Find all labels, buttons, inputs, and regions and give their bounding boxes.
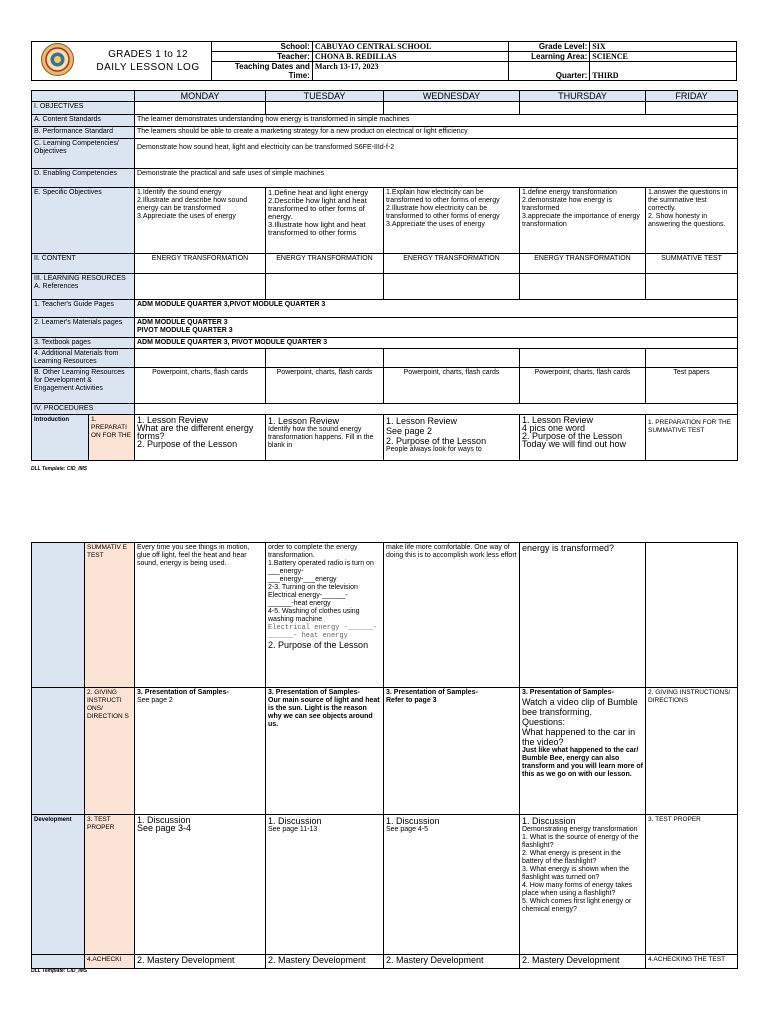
specific-fri-2: 2. Show honesty in answering the questions. [648,213,726,228]
area-value: SCIENCE [590,52,737,62]
tue1-line5: Electrical energy-______- [268,592,348,599]
performance-standard-value: The learners should be able to create a marketing strategy for a new product on electrical or light efficiency [135,127,738,139]
step2-monday [135,688,266,815]
dll-table-page1 [31,90,738,461]
tue1-line7: 4-5. Washing of clothes using washing machine [268,608,360,623]
learners-materials-value [135,318,738,338]
thu3-head: 1. Discussion [522,816,576,826]
doc-title-line1: GRADES 1 to 12 [108,49,188,60]
thu3-line2: 1. What is the source of energy of the flashlight? [522,834,639,849]
step3-monday [135,815,266,955]
learning-competencies-label: C. Learning Competencies/ Objectives [32,139,135,169]
other-wednesday: Powerpoint, charts, flash cards [384,368,520,404]
giving-instructions-blank [32,688,85,815]
content-standards-label: A. Content Standards [32,115,135,127]
step2-thursday [520,688,646,815]
thu3-line4: 3. What energy is shown when the flashlight was turned on? [522,866,630,881]
step3-tuesday [266,815,384,955]
specific-mon-2: 2.Illustrate and describe how sound energy can be transformed [137,197,248,212]
performance-standard-label: B. Performance Standard [32,127,135,139]
tue1-line1: order to complete the energy transformation. [268,544,358,559]
specific-fri-1: 1.answer the questions in the summative test correctly. [648,189,728,212]
other-thursday: Powerpoint, charts, flash cards [520,368,646,404]
intro-thu-1: 1. Lesson Review [522,415,594,425]
intro-thursday [520,415,646,461]
mon2-head: 3. Presentation of Samples- [137,689,229,696]
learners-materials-line1: ADM MODULE QUARTER 3 [137,319,228,326]
mon3-body: See page 3-4 [137,823,192,833]
intro-friday: 1. PREPARATION FOR THE SUMMATIVE TEST [646,415,738,461]
learners-materials-label: 2. Learner's Materials pages [32,318,135,338]
specific-objectives-label: E. Specific Objectives [32,188,135,254]
dates-label: Teaching Dates and Time: [212,62,313,81]
intro-step-label: 1. PREPARATI ON FOR THE [88,415,134,460]
intro-mon-2: What are the different energy forms? [137,423,254,441]
introduction-label: Introduction [32,415,88,460]
thu3-line1: Demonstrating energy transformation [522,826,638,833]
other-tuesday: Powerpoint, charts, flash cards [266,368,384,404]
tue1-mono: Electrical energy -______-______- heat energy [268,624,378,640]
footer-template-2: DLL Template: CID_IMS [31,968,88,974]
step1-tuesday [266,543,384,688]
specific-thu-3: 3.appreciate the importance of energy transformation [522,213,640,228]
grade-label: Grade Level: [509,42,590,52]
footer-template-1: DLL Template: CID_IMS [31,466,88,472]
tue1-end: 2. Purpose of the Lesson [268,640,369,650]
specific-thu-1: 1.define energy transformation [522,189,617,196]
step4-label: 4.ACHECKI [85,955,135,969]
step1-thursday: energy is transformed? [520,543,646,688]
dates-value: March 13-17, 2023 [312,62,509,81]
step4-wednesday: 2. Mastery Development [384,955,520,969]
content-tuesday: ENERGY TRANSFORMATION [266,254,384,274]
learners-materials-line2: PIVOT MODULE QUARTER 3 [137,327,233,334]
development-label: Development [32,815,85,955]
intro-thu-3: 2. Purpose of the Lesson [522,431,623,441]
step2-label: 2. GIVING INSTRUCTI ONS/ DIRECTION S [85,688,135,815]
wed3-body: See page 4-5 [386,826,429,833]
teachers-guide-label: 1. Teacher's Guide Pages [32,300,135,318]
day-monday: MONDAY [135,91,266,102]
wed2-head: 3. Presentation of Samples- [386,689,478,696]
intro-mon-3: 2. Purpose of the Lesson [137,439,238,449]
step2-friday: 2. GIVING INSTRUCTIONS/ DIRECTIONS [646,688,738,815]
step4-thursday: 2. Mastery Development [520,955,646,969]
wed3-head: 1. Discussion [386,816,440,826]
intro-thu-2: 4 pics one word [522,423,586,433]
step1-wednesday: make life more comfortable. One way of doing this is to accomplish work less effort [384,543,520,688]
other-monday: Powerpoint, charts, flash cards [135,368,266,404]
day-tuesday: TUESDAY [266,91,384,102]
other-friday: Test papers [646,368,738,404]
other-resources-label: B. Other Learning Resources for Development & Engagement Activities [32,368,135,404]
grade-value: SIX [590,42,737,52]
step3-friday: 3. TEST PROPER [646,815,738,955]
textbook-label: 3. Textbook pages [32,338,135,349]
content-thursday: ENERGY TRANSFORMATION [520,254,646,274]
day-friday: FRIDAY [646,91,738,102]
learning-competencies-value: Demonstrate how sound heat, light and electricity can be transformed S6FE-IIId-f-2 [135,139,738,169]
thu2-body4: Just like what happened to the car/ Bumble Bee, energy can also transform and you will learn more of this as we go on with our lesson. [522,747,643,778]
learning-resources-label: III. LEARNING RESOURCES A. References [32,274,135,300]
specific-tue-3: 3.Illustrate how light and heat transformed to other forms [268,220,366,237]
teacher-label: Teacher: [212,52,313,62]
tue1-line3: ___energy-___energy [268,576,337,583]
specific-wed-2: 2.Illustrate how electricity can be transformed to other forms of energy [386,205,500,220]
specific-tuesday [266,188,384,254]
enabling-label: D. Enabling Competencies [32,169,135,188]
intro-tuesday [266,415,384,461]
school-value: CABUYAO CENTRAL SCHOOL [312,42,509,52]
tue3-head: 1. Discussion [268,816,322,826]
thu2-body1: Watch a video clip of Bumble bee transforming. [522,697,638,717]
thu3-line3: 2. What energy is present in the battery of the flashlight? [522,850,621,865]
specific-monday [135,188,266,254]
step4-monday: 2. Mastery Development [135,955,266,969]
content-friday: SUMMATIVE TEST [646,254,738,274]
tue3-body: See page 11-13 [268,826,318,833]
specific-tue-2: 2.Describe how light and heat transformed to other forms of energy. [268,196,367,221]
doc-title-line2: DAILY LESSON LOG [96,62,200,73]
tue1-line4: 2-3. Turning on the television [268,584,358,591]
intro-mon-1: 1. Lesson Review [137,415,209,425]
tue2-head: 3. Presentation of Samples- [268,689,360,696]
corner-cell [32,91,135,102]
specific-thursday [520,188,646,254]
tue1-line6: ______-heat energy [268,600,331,607]
thu3-line5: 4. How many forms of energy takes place when using a flashlight? [522,882,633,897]
tue1-line2: 1.Battery operated radio is turn on ___energy- [268,560,374,575]
teachers-guide-value: ADM MODULE QUARTER 3,PIVOT MODULE QUARTER 3 [135,300,738,318]
thu3-line6: 5. Which comes first light energy or chemical energy? [522,898,632,913]
textbook-value: ADM MODULE QUARTER 3, PIVOT MODULE QUARTER 3 [135,338,738,349]
specific-wed-3: 3.Appreciate the uses of energy [386,221,485,228]
intro-wed-4: People always look for ways to [386,446,482,453]
intro-continued-label [32,543,85,688]
step3-label: 3. TEST PROPER [85,815,135,955]
thu2-body3: What happened to the car in the video? [522,727,636,747]
tue2-body: Our main source of light and heat is the sun. Light is the reason why we can see objects around us. [268,697,380,728]
specific-thu-2: 2.demonstrate how energy is transformed [522,197,612,212]
intro-tue-2: Identify how the sound energy transformation happens. Fill in the blank in [268,426,374,449]
intro-thu-4: Today we will find out how [522,439,627,449]
quarter-label: Quarter: [509,62,590,81]
step1-label: SUMMATIV E TEST [85,543,135,688]
step3-wednesday [384,815,520,955]
day-thursday: THURSDAY [520,91,646,102]
specific-mon-1: 1.Identify the sound energy [137,189,222,196]
additional-label: 4. Additional Materials from Learning Resources [32,349,135,368]
intro-monday [135,415,266,461]
content-monday: ENERGY TRANSFORMATION [135,254,266,274]
wed2-body: Refer to page 3 [386,697,437,704]
intro-tue-1: 1. Lesson Review [268,416,340,426]
step4-friday: 4.ACHECKING THE TEST [646,955,738,969]
day-wednesday: WEDNESDAY [384,91,520,102]
content-label: II. CONTENT [32,254,135,274]
specific-mon-3: 3.Appreciate the uses of energy [137,213,236,220]
step2-wednesday [384,688,520,815]
teacher-value: CHONA B. REDILLAS [312,52,509,62]
step4-tuesday: 2. Mastery Development [266,955,384,969]
specific-wednesday [384,188,520,254]
step1-friday [646,543,738,688]
step2-tuesday [266,688,384,815]
intro-wed-1: 1. Lesson Review [386,416,458,426]
introduction-cell [32,415,135,461]
specific-wed-1: 1.Explain how electricity can be transformed to other forms of energy [386,189,500,204]
intro-wed-2: See page 2 [386,426,433,436]
area-label: Learning Area: [509,52,590,62]
objectives-label: I. OBJECTIVES [32,102,135,115]
mon3-head: 1. Discussion [137,815,191,825]
step3-thursday [520,815,646,955]
mon2-body: See page 2 [137,697,173,704]
header-info-table [211,41,737,81]
dll-table-page2 [31,542,738,969]
development-blank [32,955,85,969]
step1-monday: Every time you see things in motion, glue off light, feel the heat and hear sound, energy is being used. [135,543,266,688]
content-standards-value: The learner demonstrates understanding how energy is transformed in simple machines [135,115,738,127]
enabling-value: Demonstrate the practical and safe uses of simple machines [135,169,738,188]
intro-wed-3: 2. Purpose of the Lesson [386,436,487,446]
thu2-body2: Questions: [522,717,566,727]
procedures-label: IV. PROCEDURES [32,404,135,415]
content-wednesday: ENERGY TRANSFORMATION [384,254,520,274]
intro-wednesday [384,415,520,461]
thu2-head: 3. Presentation of Samples- [522,689,614,696]
specific-friday [646,188,738,254]
specific-tue-1: 1.Define heat and light energy [268,188,369,197]
quarter-value: THIRD [590,62,737,81]
school-label: School: [212,42,313,52]
deped-seal-logo [41,43,74,76]
